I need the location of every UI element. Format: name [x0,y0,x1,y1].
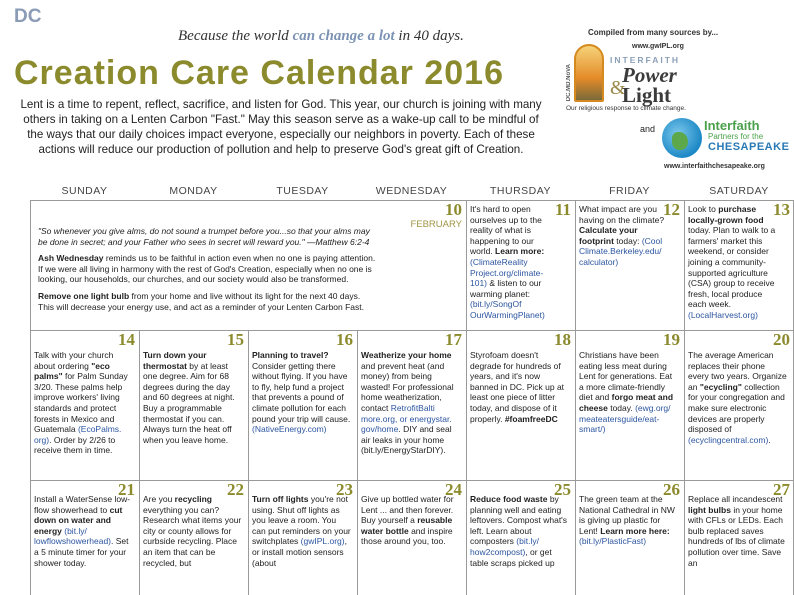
cell-body: , or get table scraps picked up [470,546,555,568]
cell-link[interactable]: (ewg.org/ meateatersguide/eat-smart/) [579,402,671,435]
cell-emphasis: Turn down your thermostat [143,350,207,371]
cell-body: today: [613,235,642,246]
and-text: and [640,124,656,134]
weekday-sunday: SUNDAY [61,185,108,197]
tagline-post: in 40 days. [394,28,464,44]
calendar-cell-12 [575,200,684,330]
tagline [178,28,464,45]
cell-body: and inspire those around you, too. [361,525,453,547]
tagline-highlight: can change a lot [292,28,395,44]
cell-body: everything you can? Research what items your city or county allows for curbside recycling. Place an item that can be recycled, but [143,504,242,568]
cell-body: today. [607,402,636,413]
cell-text [361,350,461,456]
light-bulb-text [38,291,378,312]
cell-text [579,494,679,547]
cell-text [252,494,352,568]
cell-body: . DIY and seal air leaks in your home (bit.ly/EnergyStarDIY). [361,424,452,456]
cell-body: It's hard to open ourselves up to the reality of what is happening to our world. [470,204,542,257]
day-number: 18 [554,330,571,349]
ash-wednesday-text [38,253,378,285]
cell-text [143,350,243,445]
cell-text [688,494,788,568]
calendar-cell-15 [139,330,248,480]
cell-body: The green team at the National Cathedral in NW is giving up plastic for Lent! [579,494,675,536]
cell-text [34,494,134,568]
light-bulb-body: from your home and live without its light for the next 40 days. This will decrease your energy use, and act as a reminder of your Lenten Carbon Fast. [38,290,365,312]
day-number: 19 [663,330,680,349]
cell-link[interactable]: (ecyclingcentral.com) [688,434,769,445]
cell-emphasis: Weatherize your home [361,350,452,360]
cell-link[interactable]: (bit.ly/ how2compost) [470,536,539,557]
calendar-cell-19 [575,330,684,480]
day-number: 24 [445,480,462,499]
cell-body: by planning well and eating leftovers. Compost what's left. Learn about composters [470,494,568,547]
calendar-cell-22 [139,480,248,595]
cell-link[interactable]: (EcoPalms. org) [34,424,122,445]
calendar-cell-10 [30,200,466,330]
cell-link[interactable]: (bit.ly/PlasticFast) [579,536,647,547]
cell-link[interactable]: (LocalHarvest.org) [688,309,758,320]
calendar-cell-17 [357,330,466,480]
cell-body: . Set a 5 minute timer for your shower today. [34,536,129,568]
calendar-cell-25 [466,480,575,595]
scripture-quote: "So whenever you give alms, do not sound a trumpet before you...so that your alms may be done in secret; and your Father who sees in secret will reward you." —Matthew 6:2-4 [38,226,370,247]
ash-wednesday-body: reminds us to be faithful in action even when no one is paying attention. If we were all living in harmony with the rest of God's Creation, especially when no one is looking, our households, our churches, and our society would also be transformed. [38,253,376,285]
weekday-saturday: SATURDAY [709,185,769,197]
weekday-thursday: THURSDAY [490,185,551,197]
cell-link[interactable]: (Cool Climate.Berkeley.edu/ calculator) [579,235,663,267]
cell-text [470,350,570,424]
cell-body: for Palm Sunday 3/20. These palms help improve workers' living standards and protect forests in Mexico and Guatemala [34,371,128,435]
day-number: 27 [773,480,790,499]
cell-emphasis: forgo meat and cheese [579,392,674,413]
cell-link[interactable]: RetrofitBalti more.org, or energystar. gov/home [361,402,452,435]
ipl-logo-icon [574,44,604,102]
cell-body: Give up bottled water for Lent ... and then forever. Buy yourself a [361,494,454,526]
day-number: 14 [118,330,135,349]
cell-link[interactable]: (bit.ly/ lowflowshowerhead) [34,525,112,547]
cell-body: Styrofoam doesn't degrade for hundreds of years, and it's now banned in DC. Pick up at least one piece of litter today, and dispose of it properly. [470,350,565,424]
cell-body: by at least one degree. Aim for 68 degrees during the day and 60 degrees at night. Buy a programmable thermostat if you can. Always turn the heat off when you leave home. [143,360,235,445]
weekday-wednesday: WEDNESDAY [375,185,448,197]
ipl-tagline: Our religious response to climate change. [566,105,686,112]
cell-emphasis: Calculate your footprint [579,225,638,246]
cell-text [143,494,243,568]
cell-emphasis: Turn off lights [252,494,309,504]
ipl-light-text: Light [622,83,672,107]
day-number: 17 [445,330,462,349]
cell-body: and prevent heat (and money) from being wasted! For professional home weatherization, contact [361,360,454,413]
calendar-cell-11 [466,200,575,330]
cell-text [38,226,378,312]
weekday-monday: MONDAY [169,185,218,197]
cell-emphasis: cut down on water and energy [34,504,123,536]
gwipl-link[interactable]: www.gwIPL.org [632,43,684,50]
cell-text [34,350,134,456]
light-bulb-title: Remove one light bulb [38,290,130,301]
calendar-cell-16 [248,330,357,480]
cell-emphasis: Reduce food waste [470,494,548,504]
cell-link[interactable]: (gwIPL.org) [300,536,345,547]
cell-text [470,204,556,321]
day-number: 11 [554,200,571,219]
cell-emphasis: "eco palms" [34,360,110,382]
cell-body: Talk with your church about ordering [34,350,114,371]
calendar-cell-14 [30,330,139,480]
cell-text [688,204,776,321]
cell-text [579,204,665,268]
cell-body: Are you [143,494,175,504]
calendar-cell-18 [466,330,575,480]
calendar-cell-26 [575,480,684,595]
cell-body: you're not using. Shut off lights as you leave a room. You can put reminders on your switchplates [252,494,351,547]
ipl-interfaith-text: INTERFAITH [610,55,681,65]
ipc-partners-text: Partners for the [708,132,764,141]
day-number: 20 [773,330,790,349]
cell-body: What impact are you having on the climate? [579,204,665,225]
cell-body: in your home with CFLs or LEDs. Each bulb replaced saves hundreds of lbs of climate pollution over time. Save an [688,504,785,568]
region-label: DC [14,6,42,27]
weekday-tuesday: TUESDAY [276,185,329,197]
cell-body: , or install motion sensors (about [252,536,347,568]
month-label: FEBRUARY [410,219,462,230]
compiled-by-text: Compiled from many sources by... [588,28,719,37]
cell-body: Consider getting there without flying. If you have to fly, help fund a project that prevents a pound of climate pollution for each pound your trip will cause. [252,360,351,424]
cell-emphasis: Learn more: [495,246,545,257]
cell-body: The average American replaces their phone every two years. Organize an [688,350,787,392]
cell-body: & listen to our warming planet: [470,278,542,299]
day-number: 22 [227,480,244,499]
cell-emphasis: purchase locally-grown food [688,204,764,225]
ash-wednesday-title: Ash Wednesday [38,253,104,264]
cell-text [688,350,788,445]
intro-paragraph: Lent is a time to repent, reflect, sacrifice, and listen for God. This year, our church is joining with many others in taking on a Lenten Carbon "Fast." May this season serve as a wake-up call to be mindful of the ways that our daily choices impact everyone, especially our neighbors in poverty. Each of these actions will reduce our production of pollution and help to preserve God's great gift of Creation. [20,98,542,156]
cell-body: . [768,434,771,445]
cell-emphasis: recycling [174,494,212,504]
day-number: 13 [773,200,790,219]
ipc-chesapeake-text: CHESAPEAKE [708,141,790,153]
tagline-pre: Because the world [178,28,293,44]
cell-emphasis: Learn more here: [600,525,670,536]
cell-body: Install a WaterSense low-flow showerhead to [34,494,131,515]
day-number: 26 [663,480,680,499]
cell-emphasis: #foamfreeDC [504,413,558,424]
ipc-name-text: Interfaith [704,118,760,133]
day-number: 10 [445,200,462,219]
day-number: 25 [554,480,571,499]
cell-emphasis: Planning to travel? [252,350,329,360]
calendar-cell-21 [30,480,139,595]
calendar-cell-23 [248,480,357,595]
calendar-grid [30,182,794,595]
ipl-amp-text: & [610,77,626,99]
calendar-cell-24 [357,480,466,595]
calendar-cell-13 [684,200,794,330]
page-title: Creation Care Calendar 2016 [14,54,504,92]
cell-body: collection for your congregation and make sure electronic devices are properly disposed of [688,381,785,435]
cell-emphasis: light bulbs [688,504,731,515]
cell-emphasis: "ecycling" [699,381,742,392]
day-number: 23 [336,480,353,499]
day-number: 15 [227,330,244,349]
cell-body: . Order by 2/26 to receive them in time. [34,434,116,456]
cell-link[interactable]: (bit.ly/SongOf OurWarmingPlanet) [470,299,545,320]
ipl-region-text: DC.MD.NoVA [566,64,572,102]
day-number: 21 [118,480,135,499]
calendar-cell-20 [684,330,794,480]
ipl-power-text: Power [622,63,677,87]
ipc-globe-icon [662,118,702,158]
cell-text [252,350,352,435]
ipc-link[interactable]: www.interfaithchesapeake.org [664,163,765,170]
cell-text [470,494,570,568]
cell-text [579,350,679,435]
cell-link[interactable]: (ClimateReality Project.org/climate-101) [470,256,544,289]
cell-body: Replace all incandescent [688,494,783,504]
day-number: 16 [336,330,353,349]
cell-emphasis: reusable water bottle [361,515,453,536]
cell-text [361,494,461,547]
cell-body: today. Plan to walk to a farmers' market this weekend, or consider joining a community-supported agriculture (CSA) group to receive fresh, local produce each week. [688,225,776,310]
cell-body: Look to [688,204,719,214]
day-number: 12 [663,200,680,219]
cell-body: Christians have been eating less meat during Lent for generations. Eat a more climate-friendly diet and [579,350,673,403]
cell-link[interactable]: (NativeEnergy.com) [252,424,327,435]
weekday-friday: FRIDAY [609,185,650,197]
calendar-cell-27 [684,480,794,595]
